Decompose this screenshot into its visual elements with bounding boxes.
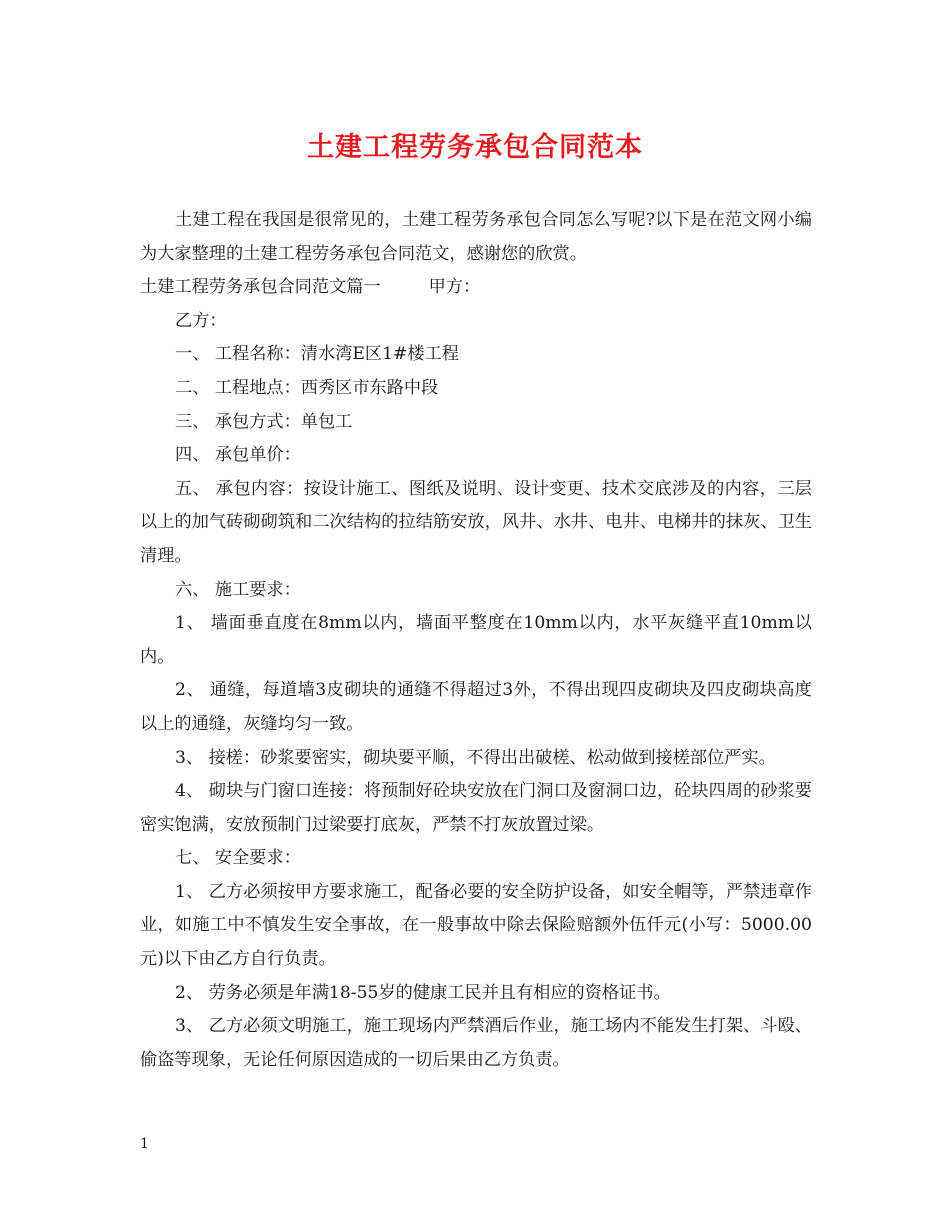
- party-a-label: 甲方：: [428, 277, 481, 298]
- document-title: 土建工程劳务承包合同范本: [307, 132, 643, 163]
- party-b-label: 乙方：: [175, 310, 227, 331]
- requirement-item-3: 3、 接槎：砂浆要密实，砌块要平顺，不得出出破槎、松动做到接槎部位严实。: [175, 747, 776, 768]
- requirement-item-2: 2、 通缝，每道墙3皮砌块的通缝不得超过3外，不得出现四皮砌块及四皮砌块高度以上的通缝，灰缝均匀一致。: [140, 680, 812, 734]
- section-heading: 土建工程劳务承包合同范文篇一: [140, 277, 381, 298]
- document-body: [140, 204, 812, 1077]
- clause-contract-method: 三、 承包方式：单包工: [175, 411, 353, 432]
- page-number: 1: [140, 1136, 149, 1152]
- safety-item-1: 1、 乙方必须按甲方要求施工，配备必要的安全防护设备，如安全帽等，严禁违章作业，如施工中不慎发生安全事故，在一般事故中除去保险赔额外伍仟元(小写：5000.00元)以下由乙方自行负责。: [140, 881, 812, 970]
- safety-item-2: 2、 劳务必须是年满18-55岁的健康工民并且有相应的资格证书。: [175, 982, 671, 1003]
- section-heading-line: [140, 271, 812, 305]
- clause-unit-price: 四、 承包单价：: [175, 445, 301, 466]
- requirement-item-1: 1、 墙面垂直度在8mm以内，墙面平整度在10mm以内，水平灰缝平直10mm以内。: [140, 613, 812, 667]
- requirement-item-4: 4、 砌块与门窗口连接：将预制好砼块安放在门洞口及窗洞口边，砼块四周的砂浆要密实饱满，安放预制门过梁要打底灰，严禁不打灰放置过梁。: [140, 781, 812, 835]
- clause-project-location: 二、 工程地点：西秀区市东路中段: [175, 377, 439, 398]
- intro-paragraph: 土建工程在我国是很常见的，土建工程劳务承包合同怎么写呢?以下是在范文网小编为大家整理的土建工程劳务承包合同范文，感谢您的欣赏。: [140, 210, 812, 264]
- clause-construction-requirements: 六、 施工要求：: [175, 579, 301, 600]
- clause-contract-content: 五、 承包内容：按设计施工、图纸及说明、设计变更、技术交底涉及的内容，三层以上的加气砖砌砌筑和二次结构的拉结筋安放，风井、水井、电井、电梯井的抹灰、卫生清理。: [140, 478, 812, 566]
- clause-project-name: 一、 工程名称：清水湾E区1#楼工程: [175, 344, 459, 365]
- safety-item-3: 3、 乙方必须文明施工，施工现场内严禁酒后作业，施工场内不能发生打架、斗殴、偷盗等现象，无论任何原因造成的一切后果由乙方负责。: [140, 1016, 812, 1070]
- clause-safety-requirements: 七、 安全要求：: [175, 848, 301, 869]
